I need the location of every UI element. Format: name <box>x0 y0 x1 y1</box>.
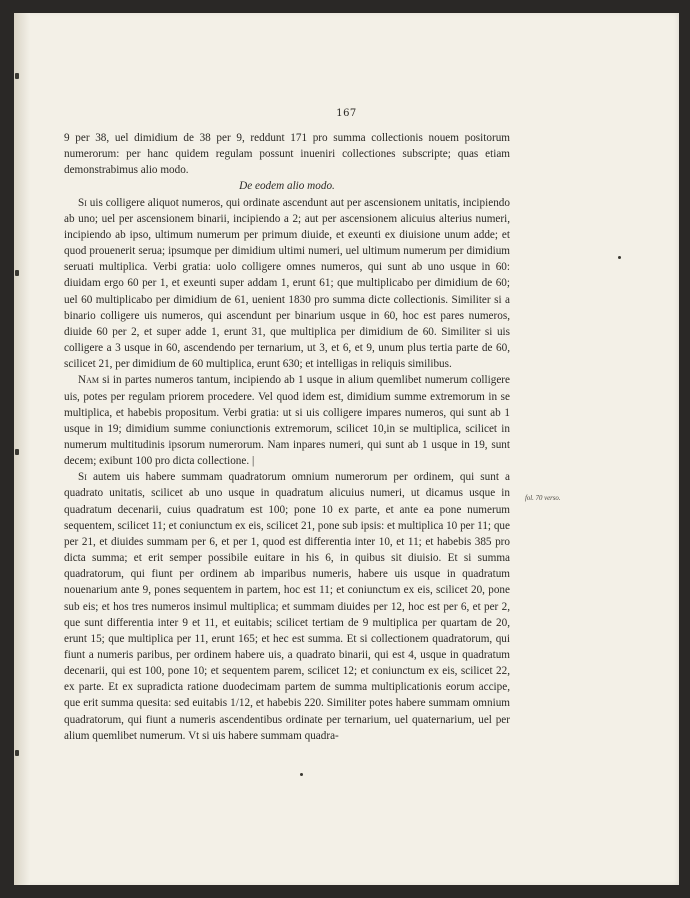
edge-mark <box>15 750 19 756</box>
margin-note: fol. 70 verso. <box>525 495 561 502</box>
lead-word: Nam <box>78 374 99 387</box>
ink-speck <box>618 256 621 259</box>
edge-mark <box>15 73 19 79</box>
section-heading: De eodem alio modo. <box>239 180 335 193</box>
paragraph-body: si in partes numeros tantum, incipiendo ab 1 usque in alium quemlibet numerum colligere uis, potes per regulam priorem procedere. Vel quod idem est, dimidium summe extremorum in se multiplica, et habebis propositum. Verbi gratia: ut si uis colligere impares numeros, qui sunt ab 1 usque in 19; dimidium summe coniunctionis extremorum, scilicet 10,in se multiplica, scilicet in numerum multitudinis ipsorum numerorum. Nam inpares numeri, qui sunt ab 1 usque in 19, sunt decem; exibunt 100 pro dicta collectione. | <box>64 374 510 468</box>
paragraph <box>64 469 510 744</box>
paragraph-body: autem uis habere summam quadratorum omnium numerorum per ordinem, qui sunt a quadrato unitatis, scilicet ab uno usque in quadratum alicuius numeri, ut dicamus usque in quadratum decenarii, cuius quadratum est 100; pone 10 ex parte, et ante ea pone numerum sequentem, scilicet 11; et coniunctum ex eis, scilicet 21, pone sub ipsis: et multiplica 10 per 11; que per 21, et diuides summam per 6, et per 1, quod est differentia inter 10, et 11; et habebis 385 pro dicta summa; et erit semper possibile euitare in his 6, in quibus sit diuisio. Et si summa quadratorum, qui fiunt per ordinem ab imparibus numeris, habere uis usque in quadratum nouenarium ante 9, pones sequentem in partem, hoc est 11; et coniunctum ex eis, scilicet 20, pone sub eis; et hos tres numeros insimul multiplica; et summam diuides per 12, hoc est per 6, et per 2, que sunt differentia inter 9 et 11, et euitabis; scilicet tertiam de 9 multiplica per quartam de 20, erunt 15; que multiplica per 11, erunt 165; et hec est summa. Et si collectionem quadratorum, qui fiunt a numeris paribus, per ordinem habere uis, a quadrato binarii, qui est 4, usque in quadratum decenarii, qui est 100, pone 10; et sequentem parem, scilicet 12; et coniunctum ex eis, scilicet 22, ex parte. Et ex supradicta ratione duodecimam partem de summa multiplicationis eorum accipe, que erit summa quesita: sed euitabis 1/12, et habebis 220. Similiter potes habere summam omnium quadratorum, qui fiunt a numeris ascendentibus ordinate per ternarium, uel quaternarium, uel per alium quemlibet numerum. Vt si uis habere summam quadra- <box>64 471 510 742</box>
book-page <box>14 13 679 885</box>
paragraph-body: uis colligere aliquot numeros, qui ordinate ascendunt aut per ascensionem unitatis, incipiendo ab uno; uel per ascensionem binarii, incipiendo a 2; aut per ascensionem alicuius alterius numeri, incipiendo ab ipso, ultimum numerum per primum diuide, et exeunti ex diuisione unum adde; et quod prouenerit serua; ipsumque per dimidium ultimi numeri, uel ultimum numerum per dimidium seruati multiplica. Verbi gratia: uolo colligere omnes numeros, qui sunt ab uno usque in 60: diuidam ergo 60 per 1, et exeunti super addam 1, erunt 61; que multiplicabo per dimidium de 60; uel 60 multiplicabo per dimidium de 61, uenient 1830 pro summa dicte collectionis. Similiter si a binario colligere uis numeros, qui ascendunt per binarium usque in 60, hoc est pares numeros, diuide 60 per 2, et super adde 1, erunt 31, que multiplica per dimidium de 60. Similiter si uis colligere a 3 usque in 60, ascendendo per ternarium, ut 3, et 6, et 9, unum plus tertia parte de 60, scilicet 21, per dimidium de 60 multiplica, erunt 630; et intelligas in reliquis similibus. <box>64 196 510 371</box>
edge-mark <box>15 449 19 455</box>
paragraph: 9 per 38, uel dimidium de 38 per 9, reddunt 171 pro summa collectionis nouem positorum numerorum: per hanc quidem regulam possunt inueniri collectiones subscripte; quas etiam demonstrabimus alio modo. <box>64 132 510 177</box>
body-text <box>64 130 510 744</box>
ink-speck <box>300 773 303 776</box>
lead-word: Si <box>78 471 87 484</box>
paragraph <box>64 195 510 373</box>
edge-mark <box>15 270 19 276</box>
paragraph <box>64 372 510 469</box>
lead-word: Si <box>78 196 87 209</box>
page-number: 167 <box>336 108 357 119</box>
